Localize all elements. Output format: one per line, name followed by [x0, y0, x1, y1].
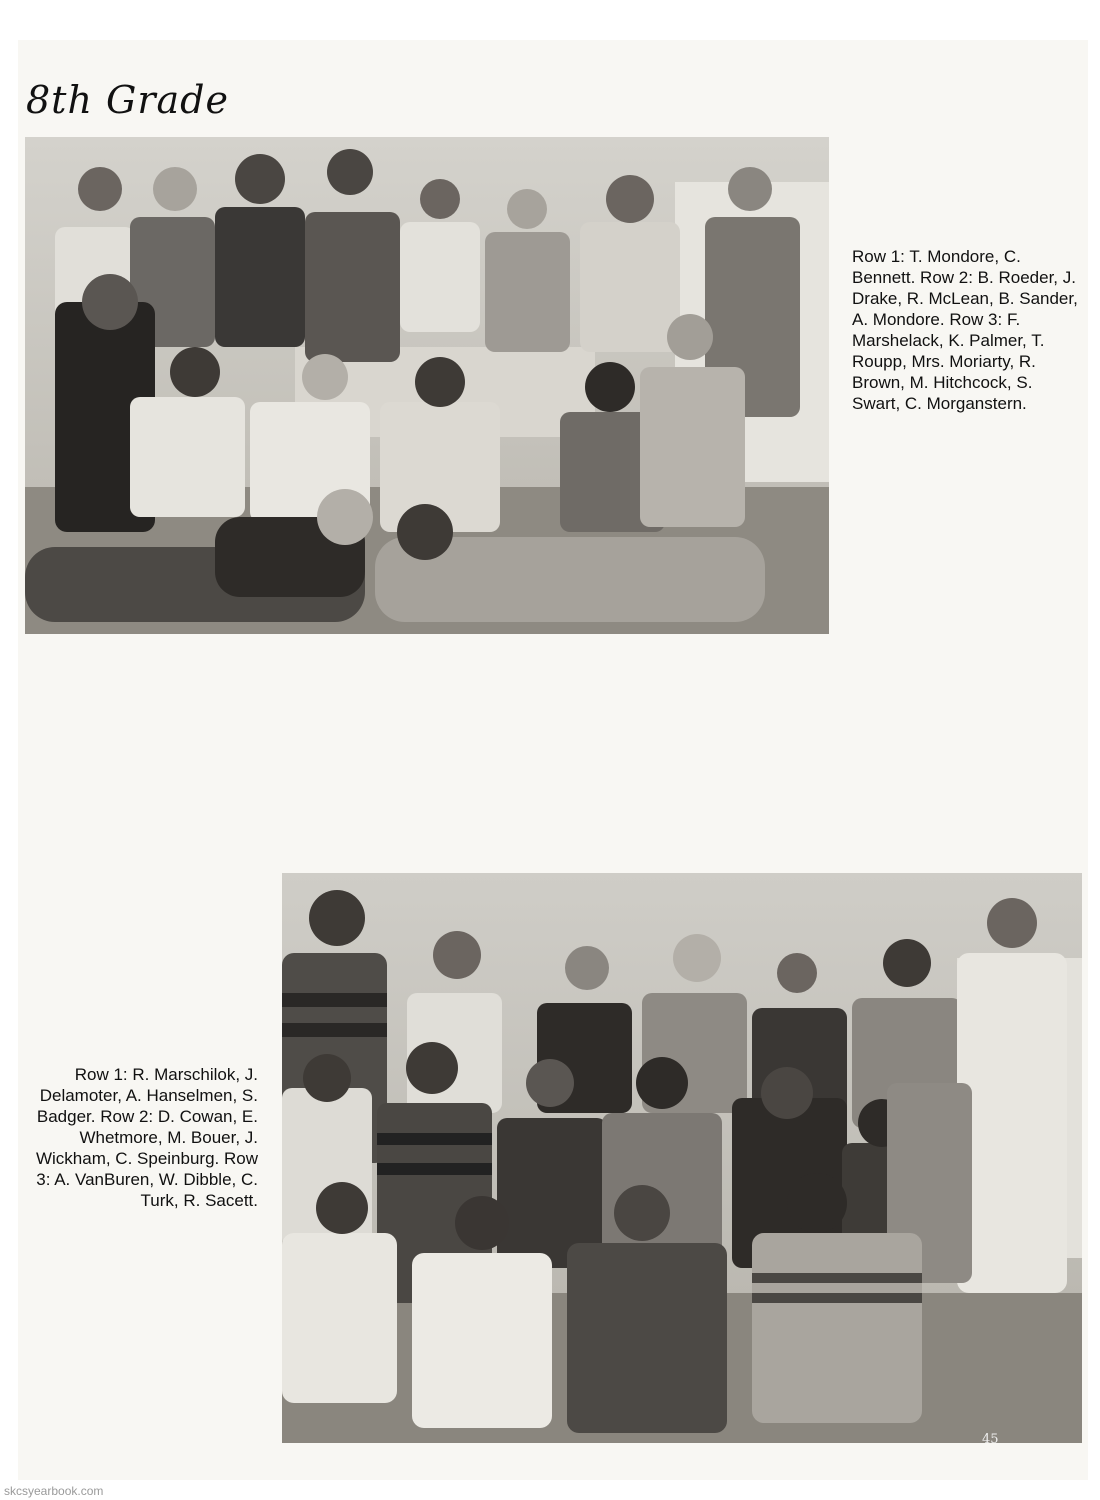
class-photo-bottom: [282, 873, 1082, 1443]
class-photo-top: [25, 137, 829, 634]
photo-caption-bottom: Row 1: R. Marschilok, J. Delamoter, A. Hanselmen, S. Badger. Row 2: D. Cowan, E. Whetmore, M. Bouer, J. Wickham, C. Speinburg. Row 3: A. VanBuren, W. Dibble, C. Turk, R. Sacett.: [35, 1065, 258, 1210]
page-number: 45: [982, 1432, 999, 1447]
page-title: 8th Grade: [26, 78, 229, 122]
photo-caption-top: Row 1: T. Mondore, C. Bennett. Row 2: B. Roeder, J. Drake, R. McLean, B. Sander, A. Mondore. Row 3: F. Marshelack, K. Palmer, T. Roupp, Mrs. Moriarty, R. Brown, M. Hitchcock, S. Swart, C. Morganstern.: [852, 247, 1078, 413]
site-watermark: skcsyearbook.com: [4, 1484, 104, 1498]
